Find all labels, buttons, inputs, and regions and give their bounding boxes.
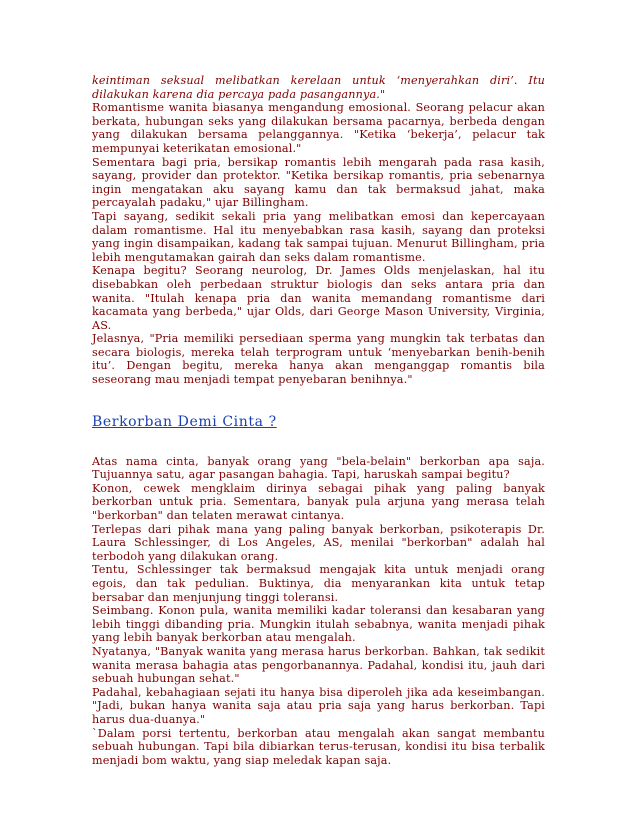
intro-quote-paragraph: keintiman seksual melibatkan kerelaan untuk ‘menyerahkan diri’. Itu dilakukan karena dia percaya pada pasangannya." xyxy=(92,74,545,101)
section-heading: Berkorban Demi Cinta ? xyxy=(92,413,277,430)
body-paragraph: Kenapa begitu? Seorang neurolog, Dr. James Olds menjelaskan, hal itu disebabkan oleh perbedaan struktur biologis dan seks antara pria dan wanita. "Itulah kenapa pria dan wanita memandang romantisme dari kacamata yang berbeda," ujar Olds, dari George Mason University, Virginia, AS. xyxy=(92,264,545,332)
body-paragraph: Terlepas dari pihak mana yang paling banyak berkorban, psikoterapis Dr. Laura Schlessinger, di Los Angeles, AS, menilai "berkorban" adalah hal terbodoh yang dilakukan orang. xyxy=(92,522,545,563)
body-paragraph: `Dalam porsi tertentu, berkorban atau mengalah akan sangat membantu sebuah hubungan. Tapi bila dibiarkan terus-terusan, kondisi itu bisa terbalik menjadi bom waktu, yang siap meledak kapan saja. xyxy=(92,726,545,767)
document-page xyxy=(92,74,545,767)
body-paragraph: Sementara bagi pria, bersikap romantis lebih mengarah pada rasa kasih, sayang, provider dan protektor. "Ketika bersikap romantis, pria sebenarnya ingin mengatakan aku sayang kamu dan tak bermaksud jahat, maka percayalah padaku," ujar Billingham. xyxy=(92,155,545,210)
body-paragraph: Atas nama cinta, banyak orang yang "bela-belain" berkorban apa saja. Tujuannya satu, agar pasangan bahagia. Tapi, haruskah sampai begitu? xyxy=(92,454,545,482)
body-paragraph: Jelasnya, "Pria memiliki persediaan sperma yang mungkin tak terbatas dan secara biologis, mereka telah terprogram untuk ‘menyebarkan benih-benih itu’. Dengan begitu, mereka hanya akan menganggap romantis bila seseorang mau menjadi tempat penyebaran benihnya." xyxy=(92,332,545,387)
body-paragraph: Tentu, Schlessinger tak bermaksud mengajak kita untuk menjadi orang egois, dan tak pedulian. Buktinya, dia menyarankan kita untuk tetap bersabar dan menjunjung tinggi toleransi. xyxy=(92,563,545,604)
body-paragraph: Romantisme wanita biasanya mengandung emosional. Seorang pelacur akan berkata, hubungan seks yang dilakukan bersama pacarnya, berbeda dengan yang dilakukan bersama pelanggannya. "Ketika ‘bekerja’, pelacur tak mempunyai keterikatan emosional." xyxy=(92,101,545,155)
body-paragraph: Padahal, kebahagiaan sejati itu hanya bisa diperoleh jika ada keseimbangan. "Jadi, bukan hanya wanita saja atau pria saja yang harus berkorban. Tapi harus dua-duanya." xyxy=(92,685,545,726)
body-paragraph: Tapi sayang, sedikit sekali pria yang melibatkan emosi dan kepercayaan dalam romantisme. Hal itu menyebabkan rasa kasih, sayang dan proteksi yang ingin disampaikan, kadang tak sampai tujuan. Menurut Billingham, pria lebih mengutamakan gairah dan seks dalam romantisme. xyxy=(92,209,545,264)
body-paragraph: Seimbang. Konon pula, wanita memiliki kadar toleransi dan kesabaran yang lebih tinggi dibanding pria. Mungkin itulah sebabnya, wanita menjadi pihak yang lebih banyak berkorban atau mengalah. xyxy=(92,604,545,645)
body-paragraph: Konon, cewek mengklaim dirinya sebagai pihak yang paling banyak berkorban untuk pria. Sementara, banyak pula arjuna yang merasa telah "berkorban" dan telaten merawat cintanya. xyxy=(92,481,545,523)
body-paragraph: Nyatanya, "Banyak wanita yang merasa harus berkorban. Bahkan, tak sedikit wanita merasa bahagia atas pengorbanannya. Padahal, kondisi itu, jauh dari sebuah hubungan sehat." xyxy=(92,644,545,686)
